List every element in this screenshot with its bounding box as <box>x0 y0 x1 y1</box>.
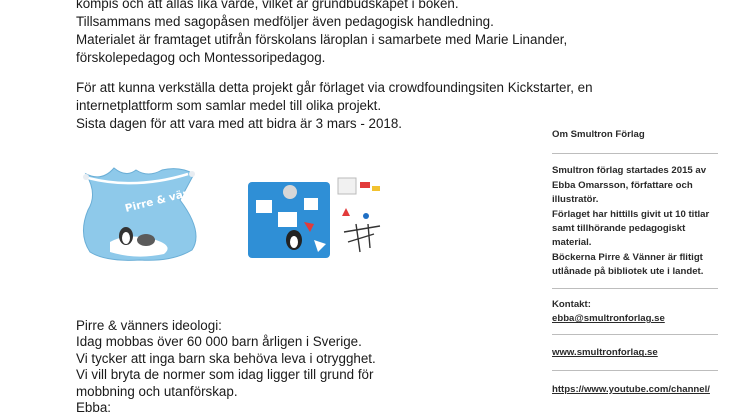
about-line: utlånade på bibliotek ute i landet. <box>552 266 704 278</box>
about-line: Böckerna Pirre & Vänner är flitigt <box>552 251 703 263</box>
small-piece-blue <box>363 213 369 219</box>
sidebar-heading: Om Smultron Förlag <box>552 126 718 154</box>
drawstring-knot-right <box>189 171 195 177</box>
story-bag-illustration <box>76 160 206 264</box>
website-block <box>552 335 718 370</box>
card-shape <box>304 198 318 210</box>
crowdfunding-line: För att kunna verkställa detta projekt går förlaget via crowdfoundingsiten Kickstarter, en <box>76 80 593 95</box>
story-bag-image <box>76 160 206 264</box>
about-publisher <box>552 154 718 288</box>
crowdfunding-line: Sista dagen för att vara med att bidra är 3 mars - 2018. <box>76 116 403 131</box>
small-piece-red <box>360 182 370 188</box>
stick-figure-scribbles <box>344 224 380 252</box>
contact-email-link[interactable]: ebba@smultronforlag.se <box>552 313 665 325</box>
bag-title: Pirre & vänner <box>123 182 206 215</box>
intro-line: förskolepedagog och Montessoripedagog. <box>76 50 326 65</box>
seal-body <box>137 234 155 246</box>
small-piece-red <box>342 208 350 216</box>
intro-line: kompis och att allas lika värde, vilket är grundbudskapet i boken. <box>76 0 459 11</box>
intro-line: Materialet är framtaget utifrån förskolans läroplan i samarbete med Marie Linander, <box>76 32 568 47</box>
penguin-belly <box>290 236 298 248</box>
small-card <box>338 178 356 194</box>
penguin-belly <box>122 232 130 244</box>
ideology-line: mobbning och utanförskap. <box>76 383 238 399</box>
about-line: Smultron förlag startades 2015 av <box>552 165 707 177</box>
card-shape <box>278 212 297 227</box>
ideology-line: Ebba: <box>76 400 111 416</box>
ideology-line: Vi tycker att inga barn ska behöva leva i otrygghet. <box>76 350 376 366</box>
intro-text <box>76 0 696 133</box>
youtube-link[interactable]: https://www.youtube.com/channel/ <box>552 383 710 395</box>
ideology-line: Pirre & vänners ideologi: <box>76 318 222 333</box>
crowdfunding-line: internetplattform som samlar medel till olika projekt. <box>76 98 382 113</box>
ideology-text <box>76 318 496 416</box>
about-line: material. <box>552 237 592 249</box>
publisher-sidebar <box>552 126 718 401</box>
activity-board-illustration <box>234 160 386 264</box>
contact-label: Kontakt: <box>552 298 591 310</box>
about-line: Ebba Omarsson, författare och <box>552 179 693 191</box>
about-line: illustratör. <box>552 194 599 206</box>
about-line: samt tillhörande pedagogiskt <box>552 223 686 235</box>
intro-line: Tillsammans med sagopåsen medföljer även pedagogisk handledning. <box>76 14 494 29</box>
website-link[interactable]: www.smultronforlag.se <box>552 347 658 359</box>
contact-block <box>552 289 718 336</box>
ideology-line: Idag mobbas över 60 000 barn årligen i Sverige. <box>76 334 362 350</box>
drawstring-knot-left <box>83 174 89 180</box>
youtube-block <box>552 371 718 401</box>
ideology-line: Vi vill bryta de normer som idag ligger till grund för <box>76 367 374 383</box>
card-shape <box>256 200 272 213</box>
small-piece-yellow <box>372 186 380 191</box>
activity-board-image <box>234 160 386 264</box>
about-line: Förlaget har hittills givit ut 10 titlar <box>552 208 710 220</box>
board-figure <box>283 185 297 199</box>
